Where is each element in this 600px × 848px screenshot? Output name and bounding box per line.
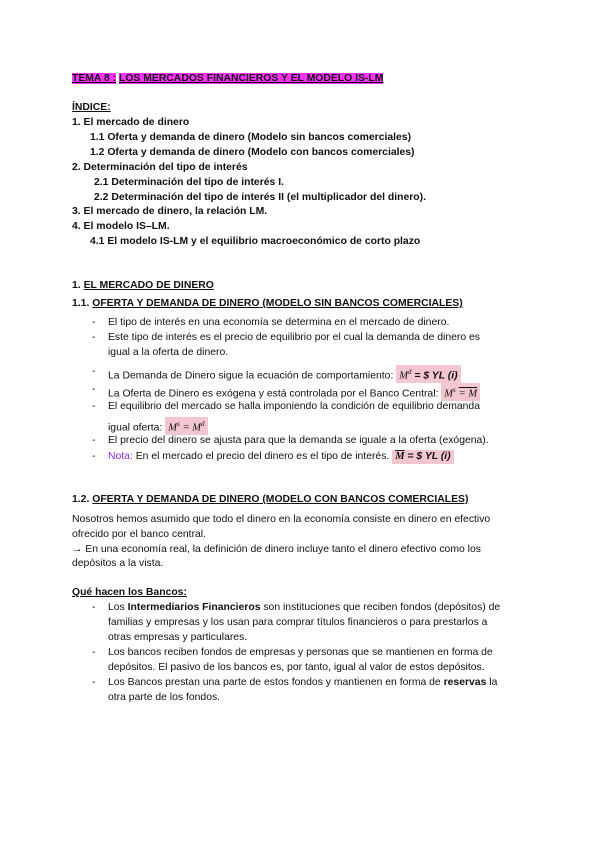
title-text: LOS MERCADOS FINANCIEROS Y EL MODELO IS-LM — [118, 73, 384, 84]
index-item: 1. El mercado de dinero — [72, 117, 190, 128]
title-prefix: TEMA 8 : — [72, 73, 117, 84]
subsection-heading: 1.1. OFERTA Y DEMANDA DE DINERO (MODELO SIN BANCOS COMERCIALES) — [72, 298, 463, 309]
bullet-text: El equilibrio del mercado se halla imponiendo la condición de equilibrio demanda — [108, 401, 480, 412]
bullet-text: Nota: En el mercado el precio del dinero es el tipo de interés. $\overline{M}$ = $ YL (i) — [108, 450, 454, 464]
index-item: 3. El mercado de dinero, la relación LM. — [72, 206, 268, 217]
bullet-dash: - — [92, 366, 96, 377]
bullet-text: igual a la oferta de dinero. — [108, 347, 229, 358]
bullet-text: Los Intermediarios Financieros son instituciones que reciben fondos (depósitos) de — [108, 602, 501, 613]
index-item: 4. El modelo IS–LM. — [72, 221, 170, 232]
bullet-dash: - — [92, 435, 96, 446]
bullet-text: El precio del dinero se ajusta para que la demanda se iguale a la oferta (exógena). — [108, 435, 489, 446]
note-label: Nota: — [108, 451, 133, 462]
bullet-text: depósitos. El pasivo de los bancos es, por tanto, igual al valor de estos depósitos. — [108, 662, 485, 673]
supply-formula: $M^s = M$ — [441, 383, 480, 401]
document-title — [72, 72, 383, 85]
bullet-dash: - — [92, 401, 96, 412]
subsection-heading: 1.2. OFERTA Y DEMANDA DE DINERO (MODELO CON BANCOS COMERCIALES) — [72, 494, 469, 505]
banks-heading: Qué hacen los Bancos: — [72, 587, 187, 598]
bullet-dash: - — [92, 317, 96, 328]
section-heading: 1. EL MERCADO DE DINERO — [72, 280, 214, 291]
bullet-text: familias y empresas y los usan para comprar títulos financieros o para prestarlos a — [108, 617, 488, 628]
equilibrium-formula: $M^s = M^d$ — [165, 417, 207, 435]
paragraph-line: Nosotros hemos asumido que todo el dinero en la economía consiste en dinero en efectivo — [72, 514, 491, 525]
index-item: 2. Determinación del tipo de interés — [72, 162, 248, 173]
paragraph-line: ofrecido por el banco central. — [72, 529, 207, 540]
bullet-text: Este tipo de interés es el precio de equilibrio por el cual la demanda de dinero es — [108, 332, 480, 343]
bullet-text: Los bancos reciben fondos de empresas y personas que se mantienen en forma de — [108, 647, 493, 658]
demand-formula: $M^d$ = $ YL (i) — [396, 365, 460, 383]
index-item: 2.1 Determinación del tipo de interés I. — [94, 177, 284, 188]
index-item: 1.1 Oferta y demanda de dinero (Modelo sin bancos comerciales) — [90, 132, 412, 143]
bullet-dash: - — [92, 384, 96, 395]
price-formula: $\overline{M}$ = $ YL (i) — [392, 450, 453, 464]
bullet-text: igual oferta: $M^s = M^d$ — [108, 417, 208, 435]
bullet-dash: - — [92, 677, 96, 688]
bullet-dash: - — [92, 332, 96, 343]
index-item: 2.2 Determinación del tipo de interés II (el multiplicador del dinero). — [94, 192, 426, 203]
paragraph-line: depósitos a la vista. — [72, 558, 164, 569]
bullet-text: La Oferta de Dinero es exógena y está controlada por el Banco Central: $M^s = M$ — [108, 383, 480, 401]
bullet-text: Los Bancos prestan una parte de estos fondos y mantienen en forma de reservas la — [108, 677, 498, 688]
index-heading: ÍNDICE: — [72, 102, 111, 113]
bullet-text: otra parte de los fondos. — [108, 692, 221, 703]
bullet-text: La Demanda de Dinero sigue la ecuación de comportamiento: $M^d$ = $ YL (i) — [108, 365, 461, 383]
index-item: 1.2 Oferta y demanda de dinero (Modelo con bancos comerciales) — [90, 147, 415, 158]
bullet-dash: - — [92, 602, 96, 613]
bullet-text: El tipo de interés en una economía se determina en el mercado de dinero. — [108, 317, 450, 328]
index-item: 4.1 El modelo IS-LM y el equilibrio macroeconómico de corto plazo — [90, 236, 421, 247]
paragraph-line: → En una economía real, la definición de dinero incluye tanto el dinero efectivo como los — [72, 544, 481, 555]
bullet-dash: - — [92, 647, 96, 658]
bullet-dash: - — [92, 451, 96, 462]
bullet-text: otras empresas y particulares. — [108, 632, 248, 643]
